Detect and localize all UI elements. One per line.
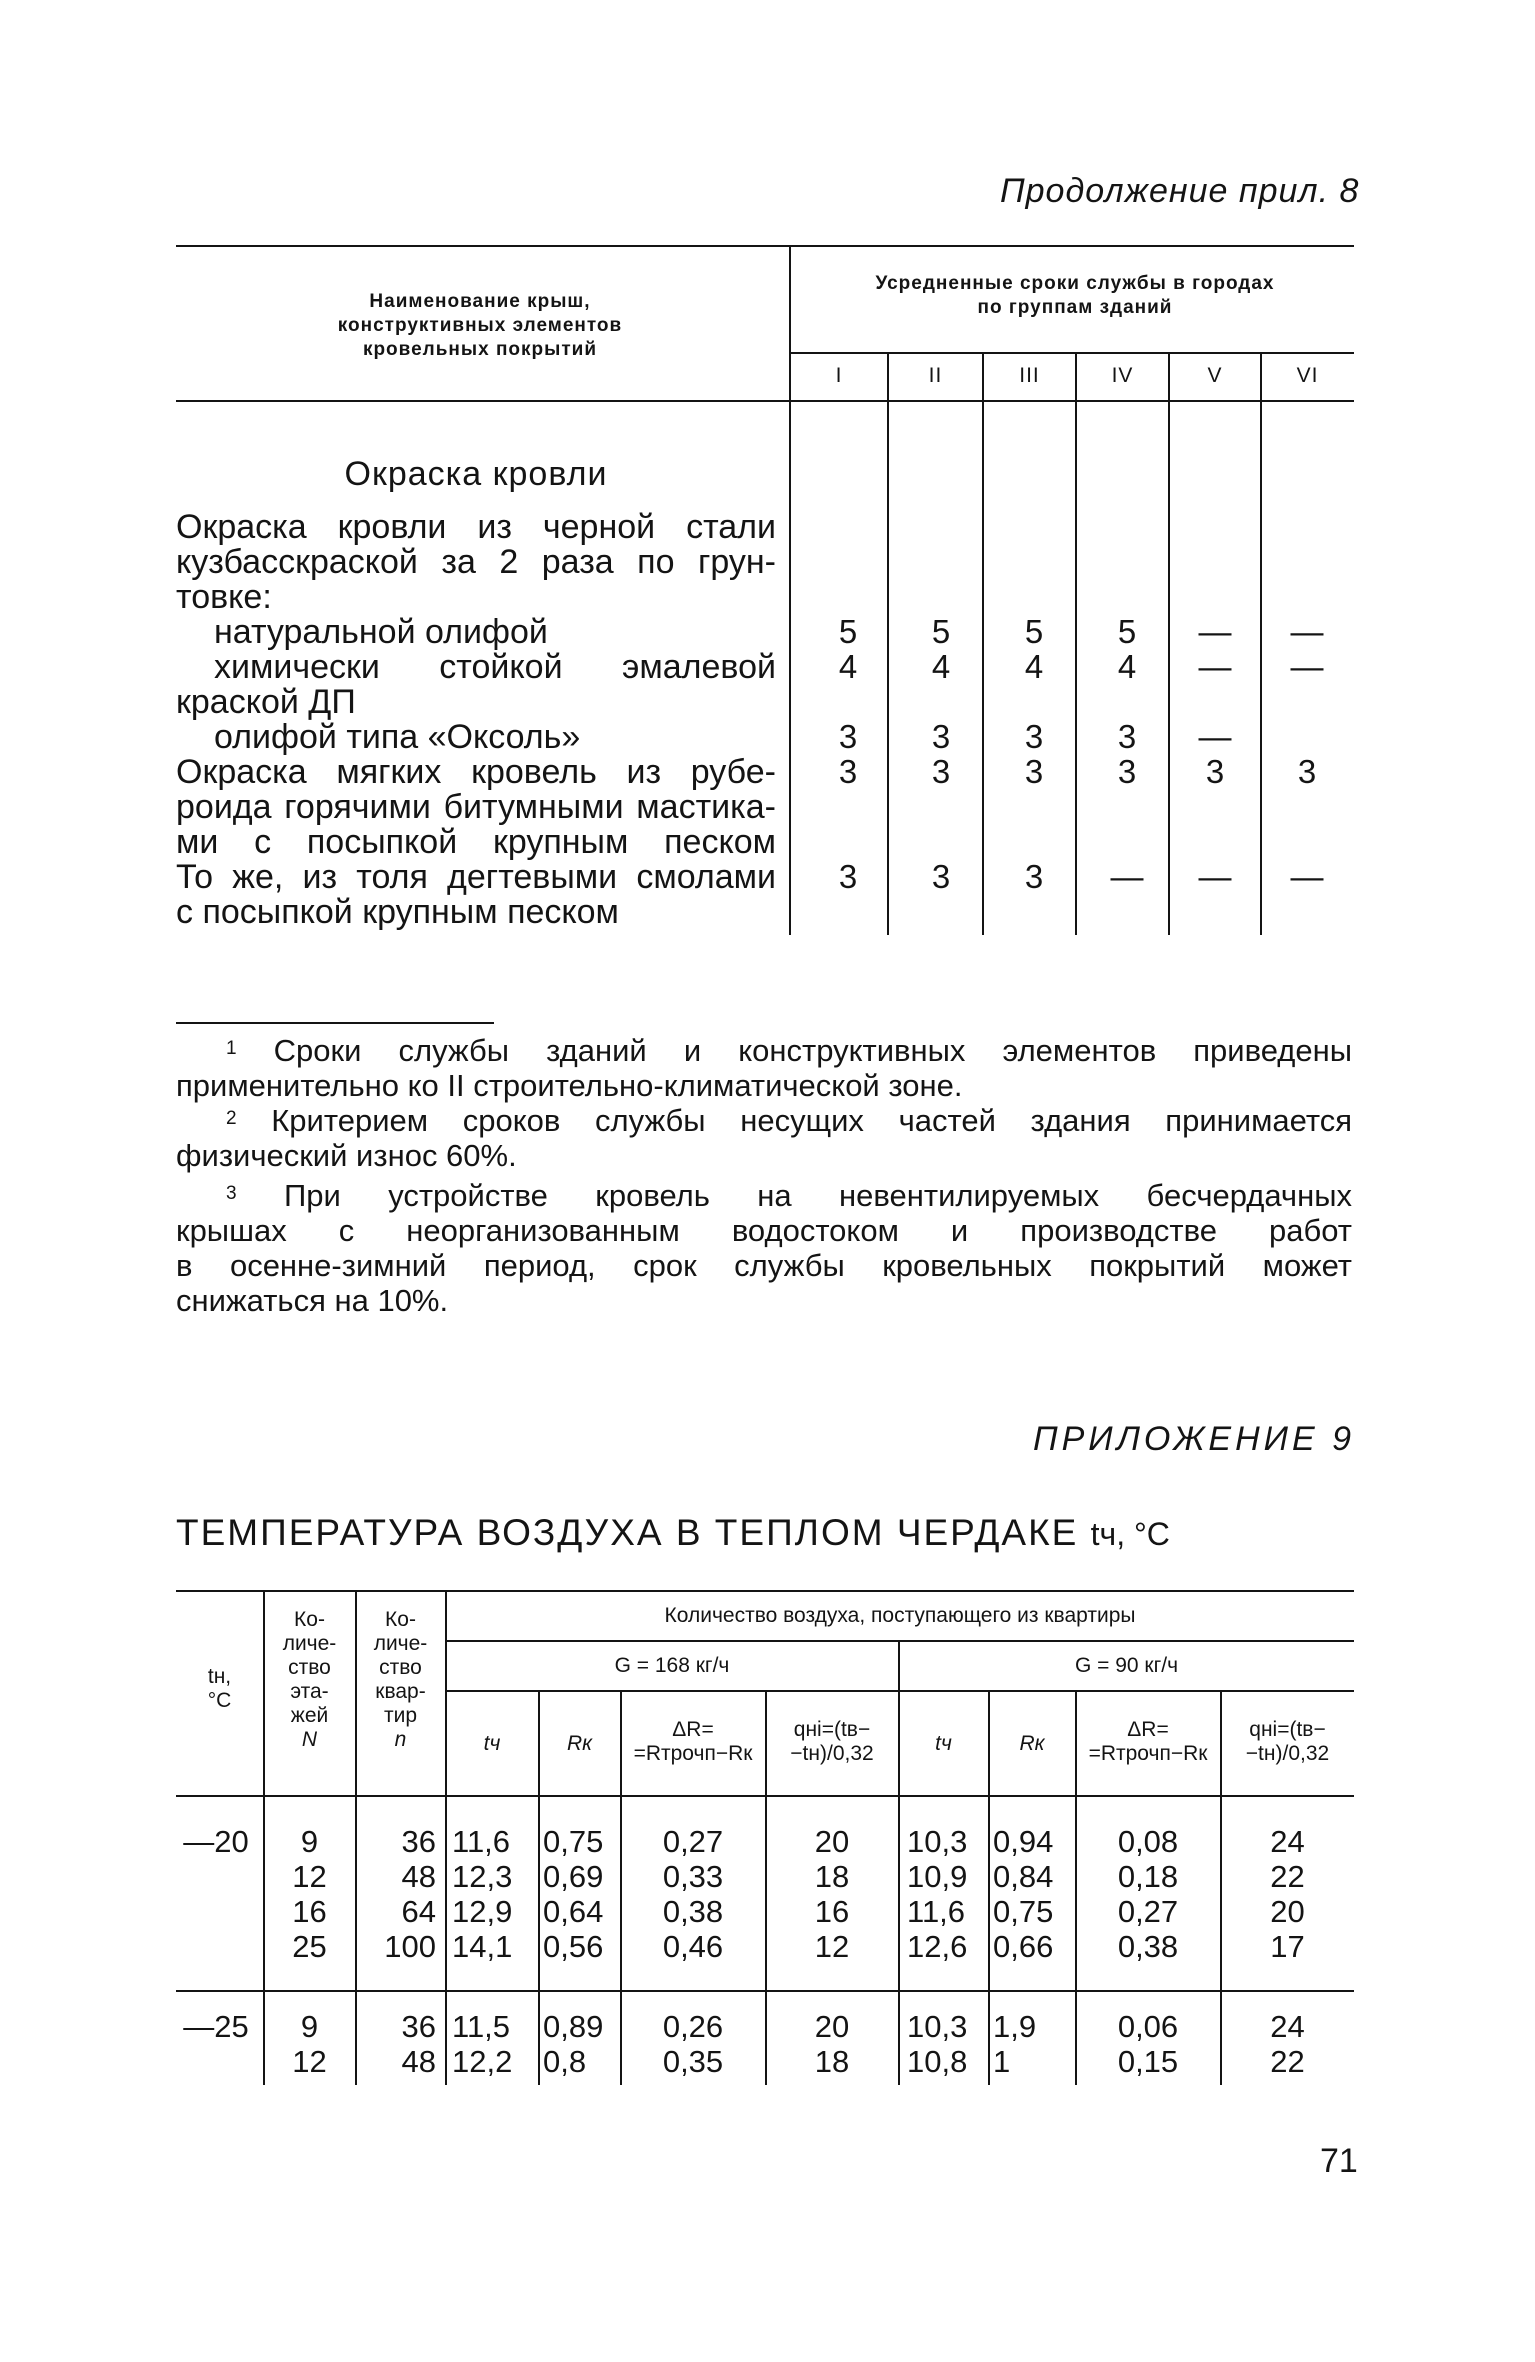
table-top-rule bbox=[176, 245, 1354, 247]
header-line: =Rтрочп−Rк bbox=[1088, 1742, 1208, 1765]
cell-floors: 16 bbox=[292, 1894, 327, 1929]
cell-qni: 20 bbox=[1270, 1894, 1305, 1929]
header-line: ство bbox=[288, 1656, 331, 1679]
header-floors bbox=[264, 1608, 355, 1752]
section-title: Окраска кровли bbox=[344, 455, 608, 493]
cell-qni: 22 bbox=[1270, 2044, 1305, 2079]
table-cell: — bbox=[1110, 858, 1144, 895]
table-cell: 3 bbox=[931, 753, 951, 790]
table-cell: 3 bbox=[1297, 753, 1317, 790]
cell-apartments: 36 bbox=[401, 2009, 436, 2044]
cell-rk: 0,64 bbox=[543, 1894, 604, 1929]
header-line: Усредненные сроки службы в городах bbox=[875, 273, 1275, 294]
cell-apartments: 36 bbox=[401, 1824, 436, 1859]
footnote-3 bbox=[176, 1180, 1352, 1212]
table-top-rule bbox=[176, 1590, 1354, 1592]
cell-tch: 12,6 bbox=[907, 1929, 968, 1964]
header-qni bbox=[1221, 1718, 1354, 1766]
cell-rk: 0,69 bbox=[543, 1859, 604, 1894]
table-cell: 5 bbox=[931, 613, 951, 650]
cell-floors: 9 bbox=[300, 2009, 319, 2044]
footnote-text: применительно ко II строительно-климатической зоне. bbox=[176, 1068, 963, 1103]
table-divider bbox=[789, 245, 791, 935]
group-tn: —20 bbox=[183, 1824, 249, 1859]
row-text: натуральной олифой bbox=[214, 613, 548, 651]
footnote-text: в осенне-зимний период, срок службы кровельных покрытий может bbox=[176, 1248, 1352, 1283]
cell-dr: 0,08 bbox=[1117, 1824, 1179, 1859]
footnote-text: крышах с неорганизованным водостоком и производстве работ bbox=[176, 1213, 1352, 1248]
cell-dr: 0,27 bbox=[1117, 1894, 1179, 1929]
header-line: Ко- bbox=[294, 1608, 325, 1631]
footnote-text: Критерием сроков службы несущих частей здания принимается bbox=[271, 1103, 1352, 1138]
cell-floors: 12 bbox=[292, 2044, 327, 2079]
header-line: ΔR= bbox=[1127, 1718, 1169, 1741]
table-row bbox=[0, 1930, 1535, 1964]
group-header: VI bbox=[1296, 364, 1319, 387]
table-cell: 3 bbox=[931, 718, 951, 755]
row-text: с посыпкой крупным песком bbox=[176, 893, 619, 931]
header-line: жей bbox=[290, 1704, 329, 1727]
table-cell: — bbox=[1290, 648, 1324, 685]
cell-dr: 0,38 bbox=[662, 1894, 724, 1929]
header-tn bbox=[176, 1665, 263, 1713]
row-text: химически стойкой эмалевой bbox=[214, 648, 776, 686]
cell-dr: 0,33 bbox=[662, 1859, 724, 1894]
cell-tch: 12,2 bbox=[452, 2044, 513, 2079]
cell-qni: 18 bbox=[814, 1859, 850, 1894]
cell-dr: 0,38 bbox=[1117, 1929, 1179, 1964]
header-line: −tн)/0,32 bbox=[1245, 1742, 1330, 1765]
col-divider bbox=[1168, 352, 1170, 935]
cell-dr: 0,26 bbox=[662, 2009, 724, 2044]
header-line: n bbox=[394, 1728, 407, 1751]
cell-tch: 10,3 bbox=[907, 1824, 968, 1859]
group-header: II bbox=[928, 364, 943, 387]
cell-tch: 12,9 bbox=[452, 1894, 513, 1929]
cell-qni: 16 bbox=[814, 1894, 850, 1929]
header-line: Ко- bbox=[385, 1608, 416, 1631]
table-row bbox=[0, 2045, 1535, 2079]
table-cell: 3 bbox=[1024, 858, 1044, 895]
cell-apartments: 64 bbox=[401, 1894, 436, 1929]
table-cell: 3 bbox=[1024, 753, 1044, 790]
continuation-header: Продолжение прил. 8 bbox=[1000, 172, 1360, 210]
cell-apartments: 100 bbox=[384, 1929, 436, 1964]
cell-qni: 12 bbox=[814, 1929, 850, 1964]
row-text: краской ДП bbox=[176, 683, 356, 721]
table-cell: 3 bbox=[838, 753, 858, 790]
header-rk: Rк bbox=[566, 1732, 593, 1755]
cell-rk: 0,66 bbox=[993, 1929, 1054, 1964]
footnote-text: Сроки службы зданий и конструктивных элементов приведены bbox=[273, 1033, 1352, 1068]
cell-rk: 1,9 bbox=[993, 2009, 1037, 2044]
header-line: кровельных покрытий bbox=[362, 339, 598, 360]
header-g168: G = 168 кг/ч bbox=[614, 1654, 730, 1677]
table-cell: 5 bbox=[1117, 613, 1137, 650]
cell-apartments: 48 bbox=[401, 2044, 436, 2079]
cell-floors: 12 bbox=[292, 1859, 327, 1894]
header-air-amount: Количество воздуха, поступающего из квартиры bbox=[664, 1604, 1136, 1627]
row-text: товке: bbox=[176, 578, 272, 616]
cell-rk: 0,8 bbox=[543, 2044, 587, 2079]
row-text: роида горячими битумными мастика- bbox=[176, 788, 776, 826]
group-header: IV bbox=[1111, 364, 1134, 387]
cell-dr: 0,15 bbox=[1117, 2044, 1179, 2079]
cell-qni: 20 bbox=[814, 1824, 850, 1859]
header-apartments bbox=[356, 1608, 445, 1752]
footnote-rule bbox=[176, 1022, 494, 1024]
table-row bbox=[0, 2010, 1535, 2044]
cell-qni: 20 bbox=[814, 2009, 850, 2044]
cell-qni: 22 bbox=[1270, 1859, 1305, 1894]
group-header: III bbox=[1019, 364, 1040, 387]
table-header-rule bbox=[176, 400, 1354, 402]
header-line: qнi=(tв− bbox=[1249, 1718, 1326, 1741]
appendix-9-title bbox=[176, 1512, 1170, 1554]
table-cell: — bbox=[1198, 613, 1232, 650]
table-cell: 5 bbox=[1024, 613, 1044, 650]
header-line: эта- bbox=[290, 1680, 329, 1703]
cell-rk: 0,94 bbox=[993, 1824, 1054, 1859]
group-header: I bbox=[835, 364, 843, 387]
header-line: −tн)/0,32 bbox=[790, 1742, 874, 1765]
footnote-mark: 1 bbox=[226, 1038, 237, 1059]
title-symbol: tч, °С bbox=[1090, 1516, 1170, 1552]
footnote-mark: 2 bbox=[226, 1108, 237, 1129]
table-cell: 3 bbox=[1117, 718, 1137, 755]
cell-qni: 24 bbox=[1270, 2009, 1305, 2044]
col-divider bbox=[1260, 352, 1262, 935]
table-row bbox=[0, 1860, 1535, 1894]
cell-qni: 24 bbox=[1270, 1824, 1305, 1859]
cell-apartments: 48 bbox=[401, 1859, 436, 1894]
table-cell: 4 bbox=[1024, 648, 1044, 685]
cell-floors: 25 bbox=[292, 1929, 327, 1964]
cell-rk: 0,89 bbox=[543, 2009, 604, 2044]
cell-tch: 12,3 bbox=[452, 1859, 513, 1894]
col-divider bbox=[982, 352, 984, 935]
service-life-header bbox=[800, 272, 1350, 320]
table-cell: 5 bbox=[838, 613, 858, 650]
table-cell: 3 bbox=[838, 858, 858, 895]
cell-dr: 0,18 bbox=[1117, 1859, 1179, 1894]
table-cell: — bbox=[1290, 858, 1324, 895]
table-cell: — bbox=[1198, 858, 1232, 895]
header-line: Наименование крыш, bbox=[369, 291, 591, 312]
footnote-text: физический износ 60%. bbox=[176, 1138, 517, 1173]
cell-tch: 11,5 bbox=[452, 2009, 511, 2044]
title-text: ТЕМПЕРАТУРА ВОЗДУХА В ТЕПЛОМ ЧЕРДАКЕ bbox=[176, 1512, 1079, 1553]
header-line: °С bbox=[207, 1689, 232, 1712]
cell-dr: 0,27 bbox=[662, 1824, 724, 1859]
row-text: Окраска кровли из черной стали bbox=[176, 508, 776, 546]
col-divider bbox=[887, 352, 889, 935]
cell-rk: 0,84 bbox=[993, 1859, 1054, 1894]
header-qni bbox=[766, 1718, 898, 1766]
header-tch: tч bbox=[483, 1732, 501, 1755]
table-cell: — bbox=[1198, 648, 1232, 685]
header-rk: Rк bbox=[1019, 1732, 1045, 1755]
cell-rk: 1 bbox=[993, 2044, 1011, 2079]
header-dr bbox=[1076, 1718, 1220, 1766]
cell-dr: 0,35 bbox=[662, 2044, 724, 2079]
cell-tch: 11,6 bbox=[452, 1824, 511, 1859]
header-line: =Rтрочп−Rк bbox=[633, 1742, 753, 1765]
cell-tch: 10,3 bbox=[907, 2009, 968, 2044]
header-line: конструктивных элементов bbox=[337, 315, 623, 336]
cell-floors: 9 bbox=[300, 1824, 319, 1859]
header-line: qнi=(tв− bbox=[793, 1718, 871, 1741]
cell-qni: 18 bbox=[814, 2044, 850, 2079]
cell-dr: 0,46 bbox=[662, 1929, 724, 1964]
header-line: личе- bbox=[373, 1632, 428, 1655]
group-tn: —25 bbox=[183, 2009, 249, 2044]
header-g90: G = 90 кг/ч bbox=[1074, 1654, 1179, 1677]
table-cell: 4 bbox=[838, 648, 858, 685]
footnote-2 bbox=[176, 1105, 1352, 1137]
group-header: V bbox=[1207, 364, 1223, 387]
cell-rk: 0,75 bbox=[993, 1894, 1054, 1929]
table-row bbox=[0, 1895, 1535, 1929]
name-column-header bbox=[260, 290, 700, 362]
page-number: 71 bbox=[1320, 2142, 1358, 2180]
row-text: кузбасскраской за 2 раза по грун- bbox=[176, 543, 776, 581]
footnote-text: При устройстве кровель на невентилируемых бесчердачных bbox=[283, 1178, 1352, 1213]
row-text: ми с посыпкой крупным песком bbox=[176, 823, 776, 861]
table-cell: 4 bbox=[1117, 648, 1137, 685]
col-divider bbox=[1075, 352, 1077, 935]
table-cell: — bbox=[1198, 718, 1232, 755]
cell-tch: 14,1 bbox=[452, 1929, 513, 1964]
header-line: ство bbox=[379, 1656, 422, 1679]
cell-rk: 0,56 bbox=[543, 1929, 604, 1964]
header-tch: tч bbox=[935, 1732, 952, 1755]
header-line: tн, bbox=[207, 1665, 232, 1688]
cell-dr: 0,06 bbox=[1117, 2009, 1179, 2044]
header-line: квар- bbox=[375, 1680, 426, 1703]
table-cell: 3 bbox=[1024, 718, 1044, 755]
table-cell: — bbox=[1290, 613, 1324, 650]
row-text: То же, из толя дегтевыми смолами bbox=[176, 858, 776, 896]
footnote-mark: 3 bbox=[226, 1183, 237, 1204]
header-line: ΔR= bbox=[672, 1718, 714, 1741]
table-cell: 3 bbox=[1117, 753, 1137, 790]
cell-qni: 17 bbox=[1270, 1929, 1305, 1964]
table-cell: 3 bbox=[838, 718, 858, 755]
cell-tch: 11,6 bbox=[907, 1894, 966, 1929]
footnote-1 bbox=[176, 1035, 1352, 1067]
table-row bbox=[0, 1825, 1535, 1859]
footnote-text: снижаться на 10%. bbox=[176, 1283, 449, 1318]
table-cell: 3 bbox=[1205, 753, 1225, 790]
table-cell: 4 bbox=[931, 648, 951, 685]
header-line: личе- bbox=[282, 1632, 337, 1655]
cell-tch: 10,8 bbox=[907, 2044, 968, 2079]
row-text: Окраска мягких кровель из рубе- bbox=[176, 753, 776, 791]
cell-tch: 10,9 bbox=[907, 1859, 968, 1894]
cell-rk: 0,75 bbox=[543, 1824, 604, 1859]
header-line: тир bbox=[383, 1704, 418, 1727]
appendix-9-label: ПРИЛОЖЕНИЕ 9 bbox=[1032, 1420, 1355, 1458]
groups-header-rule bbox=[790, 352, 1354, 354]
header-dr bbox=[621, 1718, 765, 1766]
table-cell: 3 bbox=[931, 858, 951, 895]
header-line: N bbox=[301, 1728, 318, 1751]
row-text: олифой типа «Оксоль» bbox=[214, 718, 581, 756]
header-line: по группам зданий bbox=[977, 297, 1173, 318]
